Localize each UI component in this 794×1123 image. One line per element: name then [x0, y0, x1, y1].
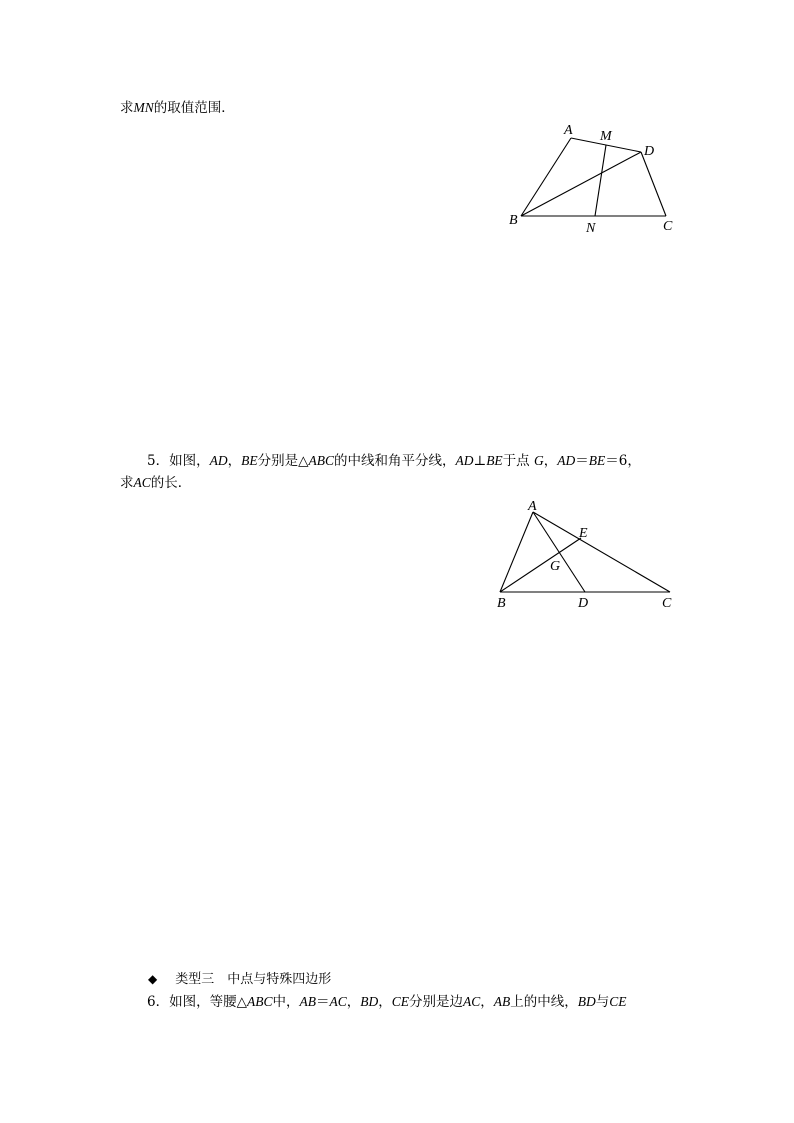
section-title: 类型三 中点与特殊四边形: [175, 972, 332, 987]
q5-seg-10: 于点: [502, 453, 530, 469]
q5-line2-var: AC: [133, 475, 151, 490]
q5-label-A: A: [528, 499, 537, 514]
q4-tail-pre: 求: [120, 100, 134, 116]
q4-label-D: D: [644, 144, 655, 159]
q6-seg-4: ＝: [315, 994, 330, 1010]
q5-line2-post: 的长．: [150, 475, 192, 491]
q6-seg-5: AC: [329, 994, 347, 1009]
q5-seg-12: ，: [543, 453, 558, 469]
q6-seg-6: ，: [346, 994, 361, 1010]
q6-number: 6．如图，等腰△: [147, 994, 247, 1010]
q5-seg-3: BE: [241, 453, 258, 468]
q5-seg-AD: [533, 512, 585, 592]
q5-seg-AB: [500, 512, 533, 592]
q4-tail-line: [120, 99, 235, 117]
q6-seg-15: BD: [577, 994, 596, 1009]
q5-figure: [490, 494, 690, 616]
q4-seg-AB: [521, 138, 571, 216]
q5-label-E: E: [579, 526, 588, 541]
q6-seg-12: ，: [480, 994, 494, 1010]
q5-seg-9: BE: [486, 453, 503, 468]
q6-seg-13: AB: [493, 994, 511, 1009]
q4-seg-MN: [595, 145, 606, 216]
q4-label-N: N: [586, 221, 596, 236]
q4-label-B: B: [509, 213, 518, 228]
q5-seg-14: ＝: [575, 453, 589, 469]
q5-seg-8: ⊥: [473, 453, 487, 469]
q5-seg-7: AD: [455, 453, 474, 468]
q5-seg-4: 分别是△: [257, 453, 309, 469]
q4-label-C: C: [663, 219, 673, 234]
q5-seg-AC: [533, 512, 670, 592]
q4-seg-BD: [521, 152, 641, 216]
q6-seg-1: ABC: [246, 994, 273, 1009]
q5-label-D: D: [578, 596, 589, 611]
q5-seg-BE: [500, 538, 581, 592]
q6-seg-3: AB: [299, 994, 316, 1009]
q4-label-A: A: [564, 123, 573, 138]
q5-label-G: G: [550, 559, 561, 574]
q6-seg-14: 上的中线，: [510, 994, 578, 1010]
q4-label-M: M: [600, 129, 612, 144]
q6-seg-7: BD: [360, 994, 379, 1009]
q5-seg-5: ABC: [308, 453, 334, 468]
q6-seg-2: 中，: [272, 994, 300, 1010]
q6-seg-10: 分别是边: [409, 994, 464, 1010]
q6-seg-8: ，: [378, 994, 392, 1010]
q5-line-2: [120, 474, 191, 492]
q5-line-1: [147, 452, 641, 470]
section-bullet-icon: ◆: [148, 972, 158, 986]
q5-seg-6: 的中线和角平分线，: [333, 453, 456, 469]
q5-line2-pre: 求: [120, 475, 134, 491]
q5-seg-16: ＝6，: [605, 453, 641, 469]
q5-number: 5．如图，: [147, 453, 210, 469]
q5-label-C: C: [662, 596, 672, 611]
q4-tail-var: MN: [133, 100, 154, 115]
q6-line-1: [147, 993, 627, 1011]
q4-tail-post: 的取值范围．: [153, 100, 235, 116]
q5-seg-13: AD: [557, 453, 576, 468]
q5-seg-2: ，: [227, 453, 242, 469]
q6-seg-17: CE: [609, 994, 627, 1009]
q5-seg-1: AD: [209, 453, 228, 468]
q6-seg-16: 与: [595, 994, 610, 1010]
q6-seg-11: AC: [463, 994, 481, 1009]
q5-seg-11: G: [533, 453, 544, 468]
q5-seg-15: BE: [588, 453, 606, 468]
q5-label-B: B: [497, 596, 506, 611]
section-heading: [148, 970, 331, 989]
q4-seg-DC: [641, 152, 666, 216]
q6-seg-9: CE: [391, 994, 410, 1009]
q4-figure: [500, 118, 690, 240]
